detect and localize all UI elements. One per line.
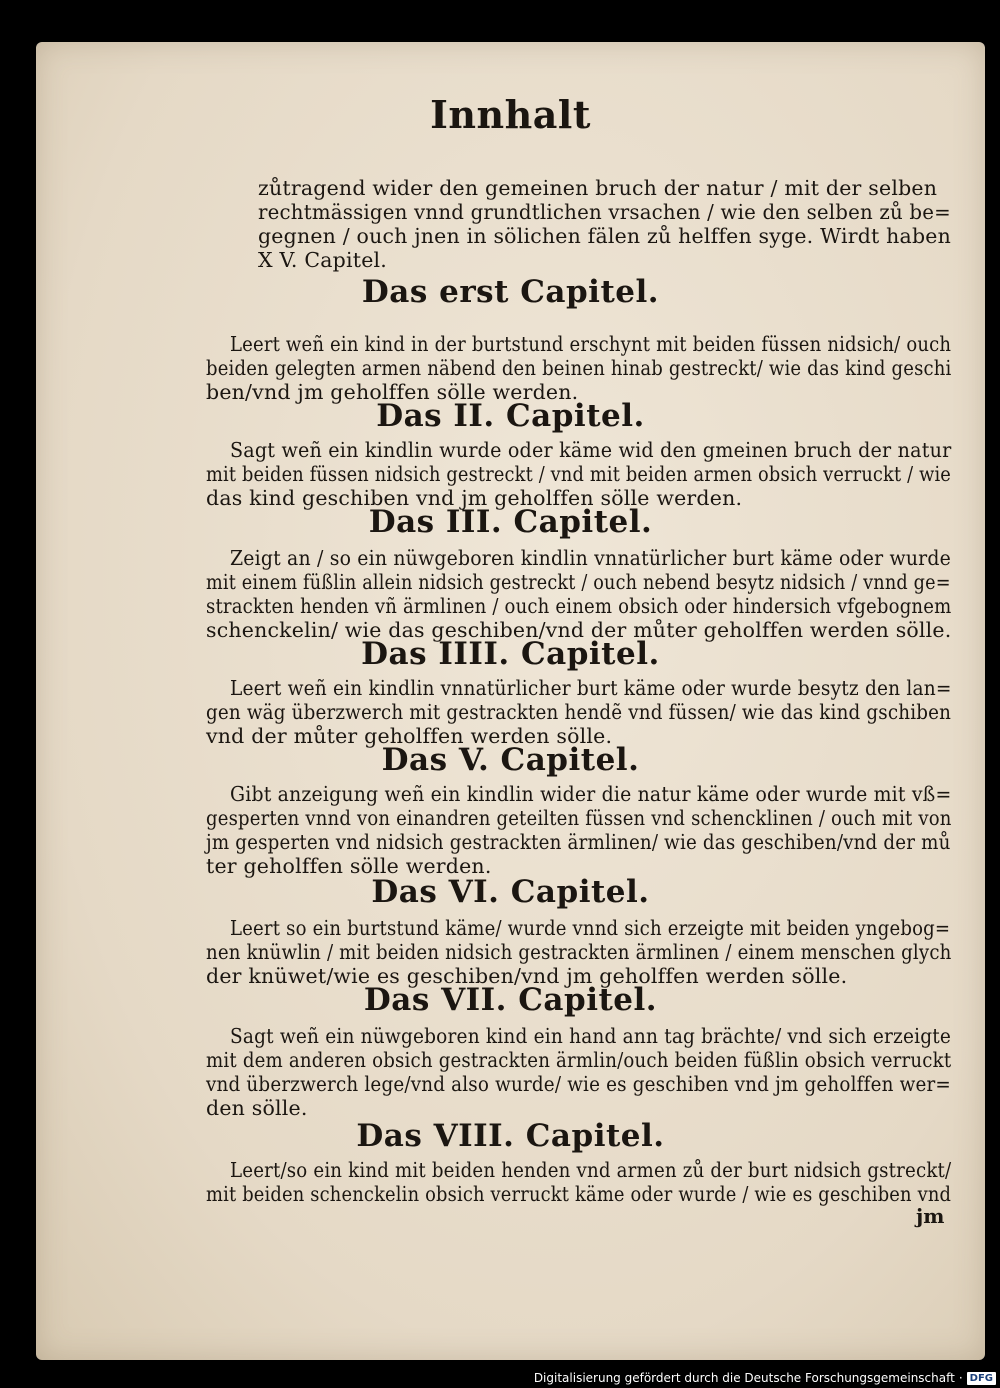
chapter-heading: Das III. Capitel. — [368, 504, 653, 540]
chapter-line: mit dem anderen obsich gestrackten ärmlin/ouch beiden füßlin obsich verruckt — [206, 1048, 952, 1072]
chapter-line: mit beiden schenckelin obsich verruckt käme oder wurde / wie es geschiben vnd — [206, 1182, 952, 1206]
chapter-line: Leert so ein burtstund käme/ wurde vnnd sich erzeigte mit beiden yngebog= — [230, 916, 951, 940]
chapter-line: mit beiden füssen nidsich gestreckt / vnd mit beiden armen obsich verruckt / wie — [206, 462, 951, 486]
chapter-line: ben/vnd jm geholffen sölle werden. — [206, 380, 579, 404]
chapter-line: Leert weñ ein kindlin vnnatürlicher burt käme oder wurde besytz den lan= — [230, 676, 952, 700]
chapter-heading: Das II. Capitel. — [376, 398, 645, 434]
chapter-line: vnd der můter geholffen werden sölle. — [206, 724, 613, 748]
chapter-line: strackten henden vñ ärmlinen / ouch einem obsich oder hindersich vfgebognem — [206, 594, 952, 618]
chapter-line: gesperten vnnd von einandren geteilten füssen vnd schencklinen / ouch mit von — [206, 806, 952, 830]
dfg-logo: DFG — [967, 1372, 996, 1385]
chapter-line: gen wäg überzwerch mit gestrackten hendẽ vnd füssen/ wie das kind gschiben — [206, 700, 952, 724]
chapter-line: schenckelin/ wie das geschiben/vnd der můter geholffen werden sölle. — [206, 618, 952, 642]
chapter-line: Leert weñ ein kind in der burtstund erschynt mit beiden füssen nidsich/ ouch — [230, 332, 952, 356]
chapter-line: nen knüwlin / mit beiden nidsich gestrackten ärmlinen / einem menschen glych — [206, 940, 952, 964]
chapter-heading: Das erst Capitel. — [361, 274, 660, 310]
chapter-line: Leert/so ein kind mit beiden henden vnd armen zů der burt nidsich gstreckt/ — [230, 1158, 952, 1182]
chapter-heading: Das VIII. Capitel. — [356, 1118, 665, 1154]
chapter-line: Gibt anzeigung weñ ein kindlin wider die natur käme oder wurde mit vß= — [230, 782, 952, 806]
chapter-heading: Das VI. Capitel. — [371, 874, 650, 910]
footer-credit: Digitalisierung gefördert durch die Deutsche Forschungsgemeinschaft — [533, 1371, 955, 1385]
chapter-line: den sölle. — [206, 1096, 308, 1120]
chapter-heading: Das V. Capitel. — [381, 742, 640, 778]
intro-line: zůtragend wider den gemeinen bruch der natur / mit der selben — [258, 176, 938, 200]
intro-line: gegnen / ouch jnen in sölichen fälen zů helffen syge. Wirdt haben — [258, 224, 951, 248]
chapter-line: beiden gelegten armen näbend den beinen hinab gestreckt/ wie das kind geschi — [206, 356, 952, 380]
footer-separator: · — [958, 1371, 963, 1385]
chapter-line: der knüwet/wie es geschiben/vnd jm geholffen werden sölle. — [206, 964, 848, 988]
intro-line: rechtmässigen vnnd grundtlichen vrsachen / wie den selben zů be= — [258, 200, 951, 224]
book-page — [36, 42, 985, 1360]
chapter-line: ter geholffen sölle werden. — [206, 854, 492, 878]
chapter-line: das kind geschiben vnd jm geholffen sölle werden. — [206, 486, 743, 510]
running-head: Innhalt — [430, 92, 591, 137]
chapter-line: Sagt weñ ein nüwgeboren kind ein hand ann tag brächte/ vnd sich erzeigte — [230, 1024, 952, 1048]
chapter-line: Zeigt an / so ein nüwgeboren kindlin vnnatürlicher burt käme oder wurde — [230, 546, 951, 570]
intro-line: X V. Capitel. — [258, 248, 387, 272]
chapter-line: mit einem füßlin allein nidsich gestreckt / ouch nebend besytz nidsich / vnnd ge= — [206, 570, 951, 594]
chapter-line: vnd überzwerch lege/vnd also wurde/ wie es geschiben vnd jm geholffen wer= — [206, 1072, 951, 1096]
chapter-line: jm gesperten vnd nidsich gestrackten ärmlinen/ wie das geschiben/vnd der mů — [206, 830, 951, 854]
dfg-footer — [534, 1370, 996, 1386]
page-text — [36, 42, 985, 1360]
chapter-heading: Das IIII. Capitel. — [361, 636, 660, 672]
chapter-line: Sagt weñ ein kindlin wurde oder käme wid den gmeinen bruch der natur — [230, 438, 952, 462]
catchword: jm — [916, 1204, 945, 1228]
chapter-heading: Das VII. Capitel. — [363, 982, 658, 1018]
